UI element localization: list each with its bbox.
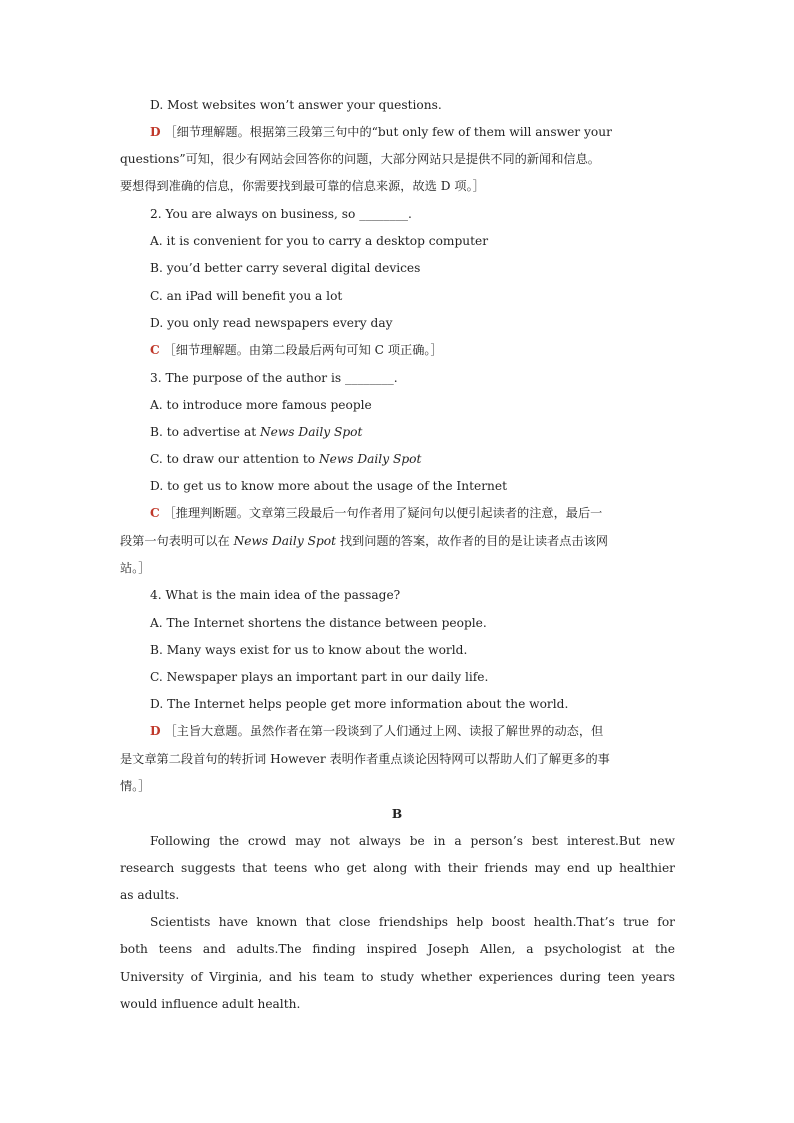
q4-answer-text-1: ［主旨大意题。虽然作者在第一段谈到了人们通过上网、读报了解世界的动态，但 bbox=[164, 724, 604, 738]
passage-b-p2-line-2: both teens and adults.The finding inspired Joseph Allen, a psychologist at the bbox=[120, 942, 675, 956]
q3-answer-line-3: 站。］ bbox=[120, 561, 151, 575]
q3-option-b-text: B. to advertise at bbox=[150, 425, 260, 439]
q1-answer-letter: D bbox=[150, 125, 161, 139]
q2-option-a: A. it is convenient for you to carry a desktop computer bbox=[150, 234, 489, 248]
passage-b-p1-line-1: Following the crowd may not always be in a person’s best interest.But new bbox=[150, 834, 675, 848]
q4-answer-line-2: 是文章第二段首句的转折词 However 表明作者重点谈论因特网可以帮助人们了解更多的事 bbox=[120, 752, 610, 766]
q4-option-b: B. Many ways exist for us to know about the world. bbox=[150, 643, 468, 657]
q3-option-d: D. to get us to know more about the usage of the Internet bbox=[150, 479, 507, 493]
q1-option-d: D. Most websites won’t answer your questions. bbox=[150, 98, 442, 112]
q1-answer-line-2: questions”可知，很少有网站会回答你的问题，大部分网站只是提供不同的新闻和信息。 bbox=[120, 152, 600, 166]
q2-answer-letter: C bbox=[150, 343, 160, 357]
q2-answer bbox=[150, 342, 443, 358]
q3-option-c bbox=[150, 451, 421, 467]
q1-answer-line-1 bbox=[150, 124, 612, 140]
q2-option-b: B. you’d better carry several digital devices bbox=[150, 261, 421, 275]
passage-b-p2-line-3: University of Virginia, and his team to study whether experiences during teen years bbox=[120, 970, 675, 984]
passage-b-p2-line-1: Scientists have known that close friendships help boost health.That’s true for bbox=[150, 915, 675, 929]
q2-stem: 2. You are always on business, so ________. bbox=[150, 207, 412, 221]
passage-b-p2-line-4: would influence adult health. bbox=[120, 997, 301, 1011]
q3-answer-line-1 bbox=[150, 505, 602, 521]
q4-option-d: D. The Internet helps people get more information about the world. bbox=[150, 697, 569, 711]
passage-b-p1-line-2: research suggests that teens who get along with their friends may end up healthier bbox=[120, 861, 675, 875]
q3-answer-text-1: ［推理判断题。文章第三段最后一句作者用了疑问句以便引起读者的注意，最后一 bbox=[163, 506, 603, 520]
q2-answer-text: ［细节理解题。由第二段最后两句可知 C 项正确。］ bbox=[163, 343, 443, 357]
q3-answer-italic: News Daily Spot bbox=[233, 534, 336, 548]
q3-answer-letter: C bbox=[150, 506, 160, 520]
q2-option-c: C. an iPad will benefit you a lot bbox=[150, 289, 343, 303]
q3-answer-text-2a: 段第一句表明可以在 bbox=[120, 534, 234, 548]
q4-stem: 4. What is the main idea of the passage? bbox=[150, 588, 401, 602]
q1-answer-line-3: 要想得到准确的信息，你需要找到最可靠的信息来源，故选 D 项。］ bbox=[120, 179, 485, 193]
q1-answer-text-1: ［细节理解题。根据第三段第三句中的“but only few of them will answer your bbox=[164, 125, 612, 139]
q3-stem: 3. The purpose of the author is ________. bbox=[150, 371, 398, 385]
q3-option-c-text: C. to draw our attention to bbox=[150, 452, 319, 466]
q3-option-a: A. to introduce more famous people bbox=[150, 398, 372, 412]
q3-option-b-italic: News Daily Spot bbox=[259, 425, 363, 439]
passage-b-p1-line-3: as adults. bbox=[120, 888, 180, 902]
q3-option-b bbox=[150, 424, 362, 440]
q3-option-c-italic: News Daily Spot bbox=[318, 452, 422, 466]
q3-answer-text-2b: 找到问题的答案，故作者的目的是让读者点击该网 bbox=[335, 534, 608, 548]
section-heading-b: B bbox=[391, 807, 403, 821]
q4-option-c: C. Newspaper plays an important part in our daily life. bbox=[150, 670, 489, 684]
q4-option-a: A. The Internet shortens the distance between people. bbox=[150, 616, 487, 630]
q2-option-d: D. you only read newspapers every day bbox=[150, 316, 393, 330]
q3-answer-line-2 bbox=[120, 533, 608, 549]
q4-answer-letter: D bbox=[150, 724, 161, 738]
q4-answer-line-1 bbox=[150, 723, 603, 739]
q4-answer-line-3: 情。］ bbox=[120, 779, 151, 793]
